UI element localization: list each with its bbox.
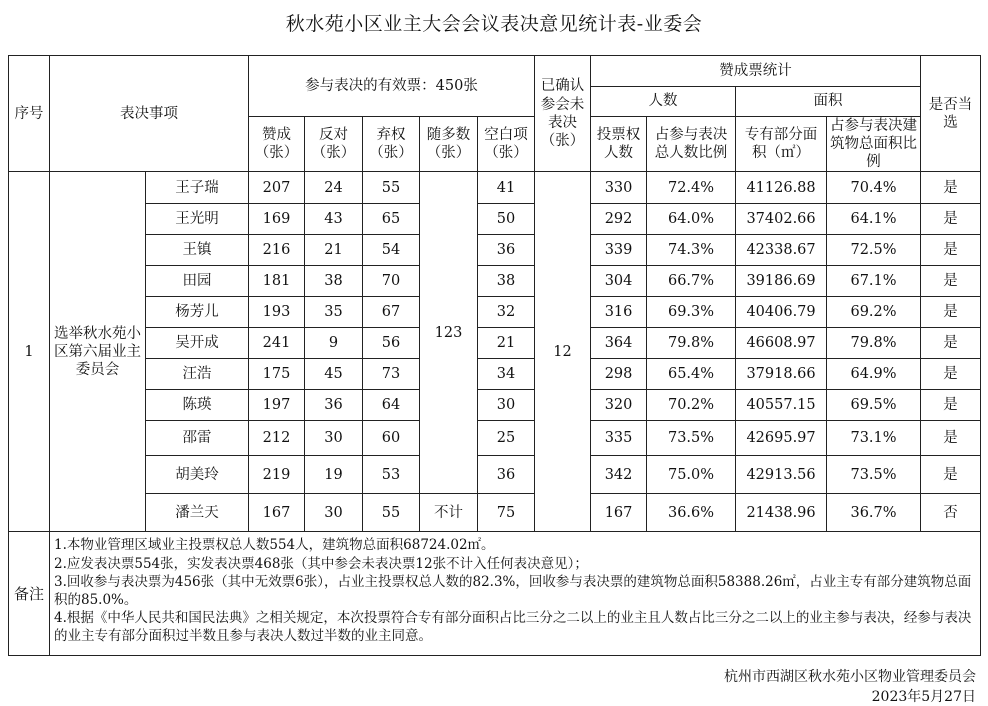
blank-count: 41 — [478, 172, 535, 204]
table-row — [9, 494, 981, 532]
header-voting-persons: 投票权人数 — [591, 117, 647, 172]
elected-status: 否 — [921, 494, 981, 532]
header-is-elected: 是否当选 — [921, 56, 981, 172]
exclusive-area: 37918.66 — [736, 359, 827, 390]
abstain-count: 55 — [363, 172, 420, 204]
row-seq: 1 — [9, 172, 50, 532]
footer-date: 2023年5月27日 — [871, 689, 976, 705]
blank-count: 50 — [478, 204, 535, 235]
area-ratio: 69.5% — [827, 390, 921, 421]
oppose-count: 45 — [305, 359, 363, 390]
area-ratio: 67.1% — [827, 266, 921, 297]
table-row — [9, 235, 981, 266]
blank-count: 21 — [478, 328, 535, 359]
header-blank: 空白项（张） — [478, 117, 535, 172]
candidate-name: 潘兰天 — [146, 494, 249, 532]
header-oppose: 反对（张） — [305, 117, 363, 172]
note-3: 3.回收参与表决票为456张（其中无效票6张），占业主投票权总人数的82.3%，回收参与表决票的建筑物总面积58388.26㎡，占业主专有部分建筑物总面积的85.0%。 — [54, 573, 972, 609]
header-follow-majority: 随多数（张） — [420, 117, 478, 172]
table-row — [9, 456, 981, 494]
person-ratio: 79.8% — [647, 328, 736, 359]
header-approve: 赞成（张） — [249, 117, 305, 172]
abstain-count: 65 — [363, 204, 420, 235]
oppose-count: 30 — [305, 421, 363, 456]
table-row — [9, 390, 981, 421]
vote-statistics-table — [8, 55, 981, 656]
candidate-name: 邵雷 — [146, 421, 249, 456]
header-valid-votes: 参与表决的有效票：450张 — [249, 56, 535, 117]
elected-status: 是 — [921, 456, 981, 494]
candidate-name: 汪浩 — [146, 359, 249, 390]
voter-count: 298 — [591, 359, 647, 390]
candidate-name: 陈瑛 — [146, 390, 249, 421]
exclusive-area: 42913.56 — [736, 456, 827, 494]
elected-status: 是 — [921, 204, 981, 235]
abstain-count: 64 — [363, 390, 420, 421]
candidate-name: 王子瑞 — [146, 172, 249, 204]
elected-status: 是 — [921, 359, 981, 390]
oppose-count: 35 — [305, 297, 363, 328]
elected-status: 是 — [921, 328, 981, 359]
candidate-name: 胡美玲 — [146, 456, 249, 494]
approve-count: 216 — [249, 235, 305, 266]
blank-count: 36 — [478, 456, 535, 494]
table-row — [9, 421, 981, 456]
approve-count: 167 — [249, 494, 305, 532]
header-approve-stats: 赞成票统计 — [591, 56, 921, 87]
area-ratio: 73.5% — [827, 456, 921, 494]
area-ratio: 79.8% — [827, 328, 921, 359]
candidate-name: 杨芳儿 — [146, 297, 249, 328]
person-ratio: 36.6% — [647, 494, 736, 532]
abstain-count: 54 — [363, 235, 420, 266]
table-row — [9, 204, 981, 235]
approve-count: 175 — [249, 359, 305, 390]
table-row — [9, 328, 981, 359]
person-ratio: 65.4% — [647, 359, 736, 390]
approve-count: 169 — [249, 204, 305, 235]
person-ratio: 70.2% — [647, 390, 736, 421]
abstain-count: 60 — [363, 421, 420, 456]
person-ratio: 66.7% — [647, 266, 736, 297]
approve-count: 181 — [249, 266, 305, 297]
oppose-count: 9 — [305, 328, 363, 359]
header-person-ratio: 占参与表决总人数比例 — [647, 117, 736, 172]
voter-count: 292 — [591, 204, 647, 235]
blank-count: 30 — [478, 390, 535, 421]
abstain-count: 53 — [363, 456, 420, 494]
voter-count: 364 — [591, 328, 647, 359]
header-confirmed-absent: 已确认参会未表决（张） — [535, 56, 591, 172]
header-matter: 表决事项 — [50, 56, 249, 172]
header-area: 面积 — [736, 87, 921, 117]
elected-status: 是 — [921, 172, 981, 204]
exclusive-area: 40406.79 — [736, 297, 827, 328]
candidate-name: 王镇 — [146, 235, 249, 266]
person-ratio: 72.4% — [647, 172, 736, 204]
footer-organization: 杭州市西湖区秋水苑小区物业管理委员会 — [724, 669, 976, 685]
elected-status: 是 — [921, 235, 981, 266]
table-row — [9, 359, 981, 390]
header-persons: 人数 — [591, 87, 736, 117]
notes-label: 备注 — [9, 532, 50, 656]
blank-count: 75 — [478, 494, 535, 532]
page-title: 秋水苑小区业主大会会议表决意见统计表-业委会 — [285, 13, 703, 35]
area-ratio: 36.7% — [827, 494, 921, 532]
note-4: 4.根据《中华人民共和国民法典》之相关规定，本次投票符合专有部分面积占比三分之二以上的业主且人数占比三分之二以上的业主参与表决，经参与表决的业主专有部分面积过半数且参与表决人数过半数的业主同意。 — [54, 610, 972, 645]
candidate-name: 吴开成 — [146, 328, 249, 359]
table-row — [9, 297, 981, 328]
elected-status: 是 — [921, 266, 981, 297]
exclusive-area: 39186.69 — [736, 266, 827, 297]
approve-count: 212 — [249, 421, 305, 456]
area-ratio: 70.4% — [827, 172, 921, 204]
oppose-count: 30 — [305, 494, 363, 532]
voter-count: 339 — [591, 235, 647, 266]
person-ratio: 74.3% — [647, 235, 736, 266]
approve-count: 219 — [249, 456, 305, 494]
exclusive-area: 42338.67 — [736, 235, 827, 266]
voter-count: 304 — [591, 266, 647, 297]
area-ratio: 64.9% — [827, 359, 921, 390]
person-ratio: 69.3% — [647, 297, 736, 328]
notes-content — [50, 532, 981, 656]
note-1: 1.本物业管理区域业主投票权总人数554人，建筑物总面积68724.02㎡。 — [54, 537, 495, 554]
oppose-count: 19 — [305, 456, 363, 494]
oppose-count: 36 — [305, 390, 363, 421]
exclusive-area: 41126.88 — [736, 172, 827, 204]
confirmed-absent-merged: 12 — [535, 172, 591, 532]
oppose-count: 21 — [305, 235, 363, 266]
candidate-name: 王光明 — [146, 204, 249, 235]
area-ratio: 72.5% — [827, 235, 921, 266]
voter-count: 167 — [591, 494, 647, 532]
abstain-count: 56 — [363, 328, 420, 359]
blank-count: 38 — [478, 266, 535, 297]
blank-count: 32 — [478, 297, 535, 328]
voter-count: 320 — [591, 390, 647, 421]
exclusive-area: 21438.96 — [736, 494, 827, 532]
area-ratio: 73.1% — [827, 421, 921, 456]
abstain-count: 73 — [363, 359, 420, 390]
oppose-count: 24 — [305, 172, 363, 204]
header-area-ratio: 占参与表决建筑物总面积比例 — [827, 117, 921, 172]
approve-count: 197 — [249, 390, 305, 421]
elected-status: 是 — [921, 297, 981, 328]
person-ratio: 75.0% — [647, 456, 736, 494]
abstain-count: 67 — [363, 297, 420, 328]
abstain-count: 70 — [363, 266, 420, 297]
approve-count: 193 — [249, 297, 305, 328]
table-row — [9, 266, 981, 297]
exclusive-area: 42695.97 — [736, 421, 827, 456]
approve-count: 241 — [249, 328, 305, 359]
blank-count: 25 — [478, 421, 535, 456]
oppose-count: 38 — [305, 266, 363, 297]
voter-count: 335 — [591, 421, 647, 456]
notes-row — [9, 532, 981, 656]
row-matter: 选举秋水苑小区第六届业主委员会 — [50, 172, 146, 532]
blank-count: 36 — [478, 235, 535, 266]
oppose-count: 43 — [305, 204, 363, 235]
header-seq: 序号 — [9, 56, 50, 172]
exclusive-area: 40557.15 — [736, 390, 827, 421]
exclusive-area: 37402.66 — [736, 204, 827, 235]
elected-status: 是 — [921, 390, 981, 421]
area-ratio: 69.2% — [827, 297, 921, 328]
person-ratio: 73.5% — [647, 421, 736, 456]
header-exclusive-area: 专有部分面积（㎡） — [736, 117, 827, 172]
voter-count: 342 — [591, 456, 647, 494]
person-ratio: 64.0% — [647, 204, 736, 235]
table-row — [9, 172, 981, 204]
elected-status: 是 — [921, 421, 981, 456]
exclusive-area: 46608.97 — [736, 328, 827, 359]
voter-count: 316 — [591, 297, 647, 328]
abstain-count: 55 — [363, 494, 420, 532]
note-2: 2.应发表决票554张，实发表决票468张（其中参会未表决票12张不计入任何表决意见）； — [54, 555, 588, 572]
candidate-name: 田园 — [146, 266, 249, 297]
follow-majority-count: 不计 — [420, 494, 478, 532]
header-abstain: 弃权（张） — [363, 117, 420, 172]
blank-count: 34 — [478, 359, 535, 390]
voter-count: 330 — [591, 172, 647, 204]
follow-majority-merged: 123 — [420, 172, 478, 494]
area-ratio: 64.1% — [827, 204, 921, 235]
approve-count: 207 — [249, 172, 305, 204]
